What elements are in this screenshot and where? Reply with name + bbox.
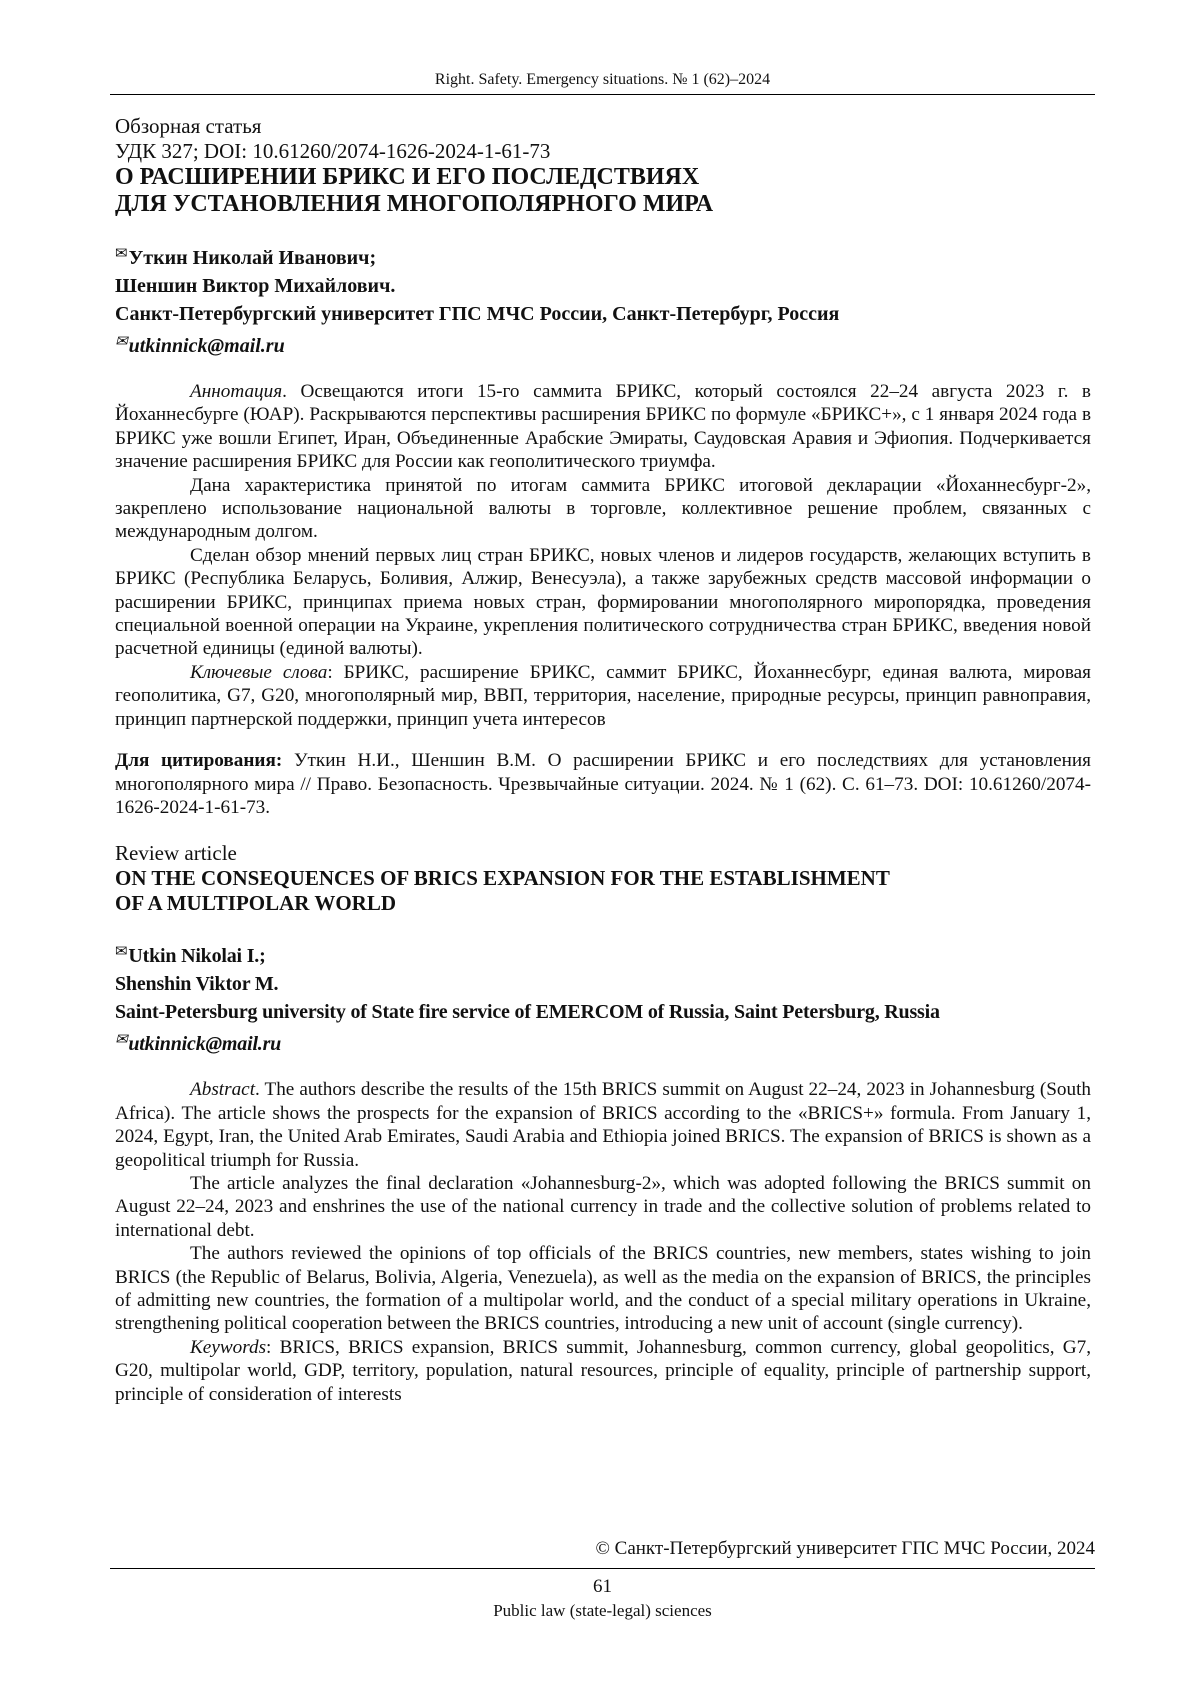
author-line: [115, 938, 1091, 970]
udk-doi: УДК 327; DOI: 10.61260/2074-1626-2024-1-61-73: [115, 139, 551, 163]
title-line: ДЛЯ УСТАНОВЛЕНИЯ МНОГОПОЛЯРНОГО МИРА: [115, 191, 714, 217]
english-section: [115, 841, 1091, 916]
article-title-ru: [115, 164, 1091, 218]
footer-section-title: Public law (state-legal) sciences: [493, 1601, 712, 1620]
affiliation: Saint-Petersburg university of State fire service of EMERCOM of Russia, Saint Petersburg, Russia: [115, 1001, 940, 1024]
envelope-icon: ✉: [115, 246, 128, 262]
email-line[interactable]: [115, 1026, 1091, 1058]
abstract-text: . The authors describe the results of the 15th BRICS summit on August 22–24, 2023 in Johannesburg (South Africa). The article shows the prospects for the expansion of BRICS according to the «BRICS+» formula. From January 1, 2024, Egypt, Iran, the United Arab Emirates, Saudi Arabia and Ethiopia joined BRICS. The expansion of BRICS is shown as a geopolitical triumph for Russia.: [115, 1079, 1091, 1171]
keywords-text: : BRICS, BRICS expansion, BRICS summit, Johannesburg, common currency, global geopolitics, G7, G20, multipolar world, GDP, territory, population, natural resources, principle of equality, principle of partnership support, principle of consideration of interests: [115, 1336, 1091, 1405]
annotation-paragraph: Дана характеристика принятой по итогам саммита БРИКС итоговой декларации «Йоханнесбург-2», закреплено использование национальной валюты в торговле, коллективное решение проблем, связанных с международным долгом.: [115, 474, 1091, 543]
title-line: О РАСШИРЕНИИ БРИКС И ЕГО ПОСЛЕДСТВИЯХ: [115, 164, 700, 190]
email-line[interactable]: [115, 328, 1091, 360]
keywords-label: Ключевые слова: [190, 661, 328, 683]
abstract-label: Abstract: [190, 1079, 256, 1101]
annotation-paragraph: Сделан обзор мнений первых лиц стран БРИКС, новых членов и лидеров государств, желающих вступить в БРИКС (Республика Беларусь, Боливия, Алжир, Венесуэла), а также зарубежных средств массовой информации о расширении БРИКС, принципах приема новых стран, формировании многополярного миропорядка, проведения специальной военной операции на Украине, укрепления политического сотрудничества стран БРИКС, введения новой расчетной единицы (единой валюты).: [115, 544, 1091, 660]
article-type: Обзорная статья: [115, 114, 262, 138]
author-name: Utkin Nikolai I.;: [128, 945, 266, 968]
copyright: © Санкт-Петербургский университет ГПС МЧС России, 2024: [595, 1538, 1095, 1559]
annotation-paragraph: [115, 380, 1091, 474]
keywords-text: : БРИКС, расширение БРИКС, саммит БРИКС, Йоханнесбург, единая валюта, мировая геополитика, G7, G20, многополярный мир, ВВП, территория, население, природные ресурсы, принцип равноправия, принцип партнерской поддержки, принцип учета интересов: [115, 661, 1091, 730]
author-name: Уткин Николай Иванович;: [128, 247, 377, 269]
affiliation: Санкт-Петербургский университет ГПС МЧС России, Санкт-Петербург, Россия: [115, 303, 840, 325]
keywords-paragraph: [115, 1336, 1091, 1406]
annotation-text: . Освещаются итоги 15-го саммита БРИКС, который состоялся 22–24 августа 2023 г. в Йоханнесбурге (ЮАР). Раскрываются перспективы расширения БРИКС по формуле «БРИКС+», с 1 января 2024 года в БРИКС уже вошли Египет, Иран, Объединенные Арабские Эмираты, Саудовская Аравия и Эфиопия. Подчеркивается значение расширения БРИКС для России как геополитического триумфа.: [115, 381, 1091, 473]
abstract-paragraph: The article analyzes the final declaration «Johannesburg-2», which was adopted following the BRICS summit on August 22–24, 2023 and enshrines the use of the national currency in trade and the collective solution of problems related to international debt.: [115, 1172, 1091, 1241]
title-line: ON THE CONSEQUENCES OF BRICS EXPANSION FOR THE ESTABLISHMENT: [115, 866, 890, 891]
authors-en: [115, 938, 1091, 1058]
abstract-en: [115, 1078, 1091, 1406]
article-title-en: [115, 866, 1091, 916]
author-line: [115, 240, 1091, 272]
author-name: Шеншин Виктор Михайлович.: [115, 275, 396, 297]
footer-rule: [110, 1568, 1095, 1569]
page-number: 61: [593, 1576, 612, 1597]
running-head: Right. Safety. Emergency situations. № 1 (62)–2024: [434, 71, 771, 88]
author-email[interactable]: utkinnick@mail.ru: [128, 1033, 282, 1056]
article-body: [115, 114, 1091, 1406]
abstract-paragraph: [115, 1078, 1091, 1172]
article-type-en: Review article: [115, 841, 237, 866]
annotation-ru: [115, 380, 1091, 731]
keywords-paragraph: [115, 661, 1091, 731]
envelope-icon: ✉: [115, 1032, 128, 1049]
envelope-icon: ✉: [115, 944, 128, 961]
author-name: Shenshin Viktor M.: [115, 973, 279, 996]
citation: [115, 749, 1091, 819]
header-rule: [110, 94, 1095, 95]
citation-text: Уткин Н.И., Шеншин В.М. О расширении БРИКС и его последствиях для установления многополярного мира // Право. Безопасность. Чрезвычайные ситуации. 2024. № 1 (62). С. 61–73. DOI: 10.61260/2074-1626-2024-1-61-73.: [115, 750, 1091, 818]
abstract-paragraph: The authors reviewed the opinions of top officials of the BRICS countries, new members, states wishing to join BRICS (the Republic of Belarus, Bolivia, Algeria, Venezuela), as well as the media on the expansion of BRICS, the principles of admitting new countries, the formation of a multipolar world, and the conduct of a special military operations in Ukraine, strengthening political cooperation between the BRICS countries, introducing a new unit of account (single currency).: [115, 1243, 1091, 1335]
citation-label: Для цитирования:: [115, 750, 283, 772]
envelope-icon: ✉: [115, 334, 128, 350]
title-line: OF A MULTIPOLAR WORLD: [115, 891, 397, 916]
keywords-label: Keywords: [190, 1336, 267, 1358]
author-email[interactable]: utkinnick@mail.ru: [128, 335, 285, 357]
authors-ru: [115, 240, 1091, 360]
annotation-label: Аннотация: [190, 381, 283, 402]
